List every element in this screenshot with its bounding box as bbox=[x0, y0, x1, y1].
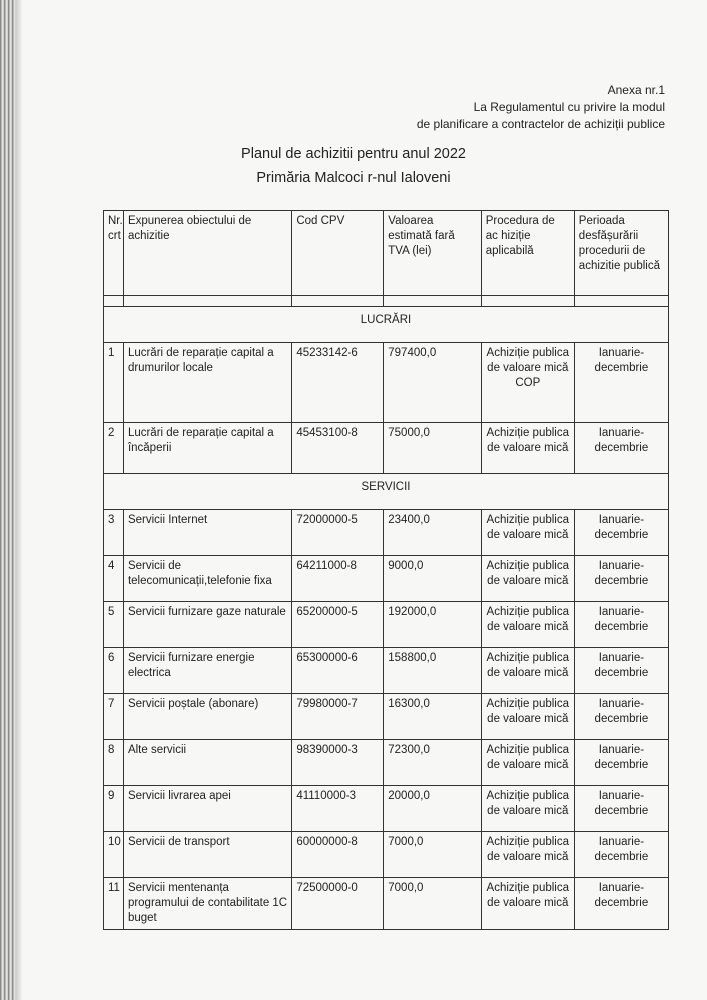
row-period: Ianuarie-decembrie bbox=[574, 878, 668, 930]
row-procedure: Achiziție publica de valoare mică bbox=[481, 423, 574, 474]
row-period: Ianuarie-decembrie bbox=[574, 510, 668, 556]
row-object: Lucrări de reparație capital a încăperii bbox=[123, 423, 291, 474]
row-object: Servicii furnizare gaze naturale bbox=[123, 602, 291, 648]
row-period: Ianuarie-decembrie bbox=[574, 786, 668, 832]
row-cpv: 45233142-6 bbox=[292, 343, 384, 423]
row-procedure: Achiziție publica de valoare mică bbox=[481, 694, 574, 740]
row-cpv: 41110000-3 bbox=[292, 786, 384, 832]
row-cpv: 64211000-8 bbox=[292, 556, 384, 602]
row-number: 10 bbox=[104, 832, 124, 878]
annex-regulation: La Regulamentul cu privire la modul bbox=[473, 100, 665, 114]
document-title: Planul de achizitii pentru anul 2022 bbox=[241, 146, 466, 162]
row-object: Servicii Internet bbox=[123, 510, 291, 556]
row-value: 797400,0 bbox=[384, 343, 481, 423]
row-cpv: 60000000-8 bbox=[292, 832, 384, 878]
row-cpv: 72500000-0 bbox=[292, 878, 384, 930]
annex-regulation-cont: de planificare a contractelor de achiziții publice bbox=[416, 117, 665, 131]
row-period: Ianuarie-decembrie bbox=[574, 602, 668, 648]
row-value: 158800,0 bbox=[384, 648, 481, 694]
row-cpv: 65300000-6 bbox=[292, 648, 384, 694]
row-value: 75000,0 bbox=[384, 423, 481, 474]
document-subtitle: Primăria Malcoci r-nul Ialoveni bbox=[256, 170, 451, 186]
row-number: 9 bbox=[104, 786, 124, 832]
row-value: 72300,0 bbox=[384, 740, 481, 786]
row-period: Ianuarie-decembrie bbox=[574, 694, 668, 740]
table-row bbox=[104, 556, 669, 602]
row-cpv: 98390000-3 bbox=[292, 740, 384, 786]
row-procedure: Achiziție publica de valoare mică bbox=[481, 832, 574, 878]
row-number: 7 bbox=[104, 694, 124, 740]
table-header-row bbox=[104, 211, 669, 296]
section-services-label: SERVICII bbox=[104, 474, 669, 510]
row-object: Lucrări de reparație capital a drumurilor locale bbox=[123, 343, 291, 423]
header-value: Valoarea estimată fară TVA (lei) bbox=[384, 211, 481, 296]
table-row bbox=[104, 423, 669, 474]
row-period: Ianuarie-decembrie bbox=[574, 556, 668, 602]
row-value: 192000,0 bbox=[384, 602, 481, 648]
row-object: Alte servicii bbox=[123, 740, 291, 786]
row-procedure: Achiziție publica de valoare mică bbox=[481, 648, 574, 694]
header-cpv: Cod CPV bbox=[292, 211, 384, 296]
row-number: 11 bbox=[104, 878, 124, 930]
table-row bbox=[104, 832, 669, 878]
row-object: Servicii poștale (abonare) bbox=[123, 694, 291, 740]
procurement-table bbox=[103, 210, 669, 930]
row-value: 20000,0 bbox=[384, 786, 481, 832]
row-object: Servicii de transport bbox=[123, 832, 291, 878]
row-number: 4 bbox=[104, 556, 124, 602]
header-nr: Nr. crt bbox=[104, 211, 124, 296]
row-number: 2 bbox=[104, 423, 124, 474]
row-number: 5 bbox=[104, 602, 124, 648]
row-value: 9000,0 bbox=[384, 556, 481, 602]
row-number: 6 bbox=[104, 648, 124, 694]
row-number: 8 bbox=[104, 740, 124, 786]
row-value: 7000,0 bbox=[384, 878, 481, 930]
table-row bbox=[104, 740, 669, 786]
row-period: Ianuarie-decembrie bbox=[574, 648, 668, 694]
row-period: Ianuarie-decembrie bbox=[574, 740, 668, 786]
table-row bbox=[104, 510, 669, 556]
row-value: 23400,0 bbox=[384, 510, 481, 556]
header-procedure: Procedura de ac hiziție aplicabilă bbox=[481, 211, 574, 296]
row-number: 1 bbox=[104, 343, 124, 423]
table-row bbox=[104, 878, 669, 930]
row-cpv: 72000000-5 bbox=[292, 510, 384, 556]
row-number: 3 bbox=[104, 510, 124, 556]
table-row bbox=[104, 694, 669, 740]
row-procedure: Achiziție publica de valoare mică bbox=[481, 878, 574, 930]
section-row-services bbox=[104, 474, 669, 510]
annex-number: Anexa nr.1 bbox=[607, 83, 665, 97]
row-object: Servicii mentenanța programului de contabilitate 1C buget bbox=[123, 878, 291, 930]
row-cpv: 45453100-8 bbox=[292, 423, 384, 474]
header-object: Expunerea obiectului de achizitie bbox=[123, 211, 291, 296]
row-cpv: 65200000-5 bbox=[292, 602, 384, 648]
row-object: Servicii livrarea apei bbox=[123, 786, 291, 832]
row-period: Ianuarie-decembrie bbox=[574, 343, 668, 423]
row-procedure: Achiziție publica de valoare mică bbox=[481, 786, 574, 832]
section-row-works bbox=[104, 307, 669, 343]
annex-header bbox=[417, 82, 665, 133]
row-procedure: Achiziție publica de valoare mică bbox=[481, 510, 574, 556]
table-row bbox=[104, 786, 669, 832]
row-period: Ianuarie-decembrie bbox=[574, 832, 668, 878]
row-object: Servicii furnizare energie electrica bbox=[123, 648, 291, 694]
table-row bbox=[104, 343, 669, 423]
row-object: Servicii de telecomunicații,telefonie fixa bbox=[123, 556, 291, 602]
row-value: 7000,0 bbox=[384, 832, 481, 878]
row-procedure: Achiziție publica de valoare mică COP bbox=[481, 343, 574, 423]
section-works-label: LUCRĂRI bbox=[104, 307, 669, 343]
header-period: Perioada desfășurării procedurii de achizitie publică bbox=[574, 211, 668, 296]
row-cpv: 79980000-7 bbox=[292, 694, 384, 740]
table-row bbox=[104, 602, 669, 648]
row-period: Ianuarie-decembrie bbox=[574, 423, 668, 474]
row-procedure: Achiziție publica de valoare mică bbox=[481, 602, 574, 648]
empty-row bbox=[104, 296, 669, 307]
table-row bbox=[104, 648, 669, 694]
row-procedure: Achiziție publica de valoare mică bbox=[481, 556, 574, 602]
row-value: 16300,0 bbox=[384, 694, 481, 740]
row-procedure: Achiziție publica de valoare mică bbox=[481, 740, 574, 786]
